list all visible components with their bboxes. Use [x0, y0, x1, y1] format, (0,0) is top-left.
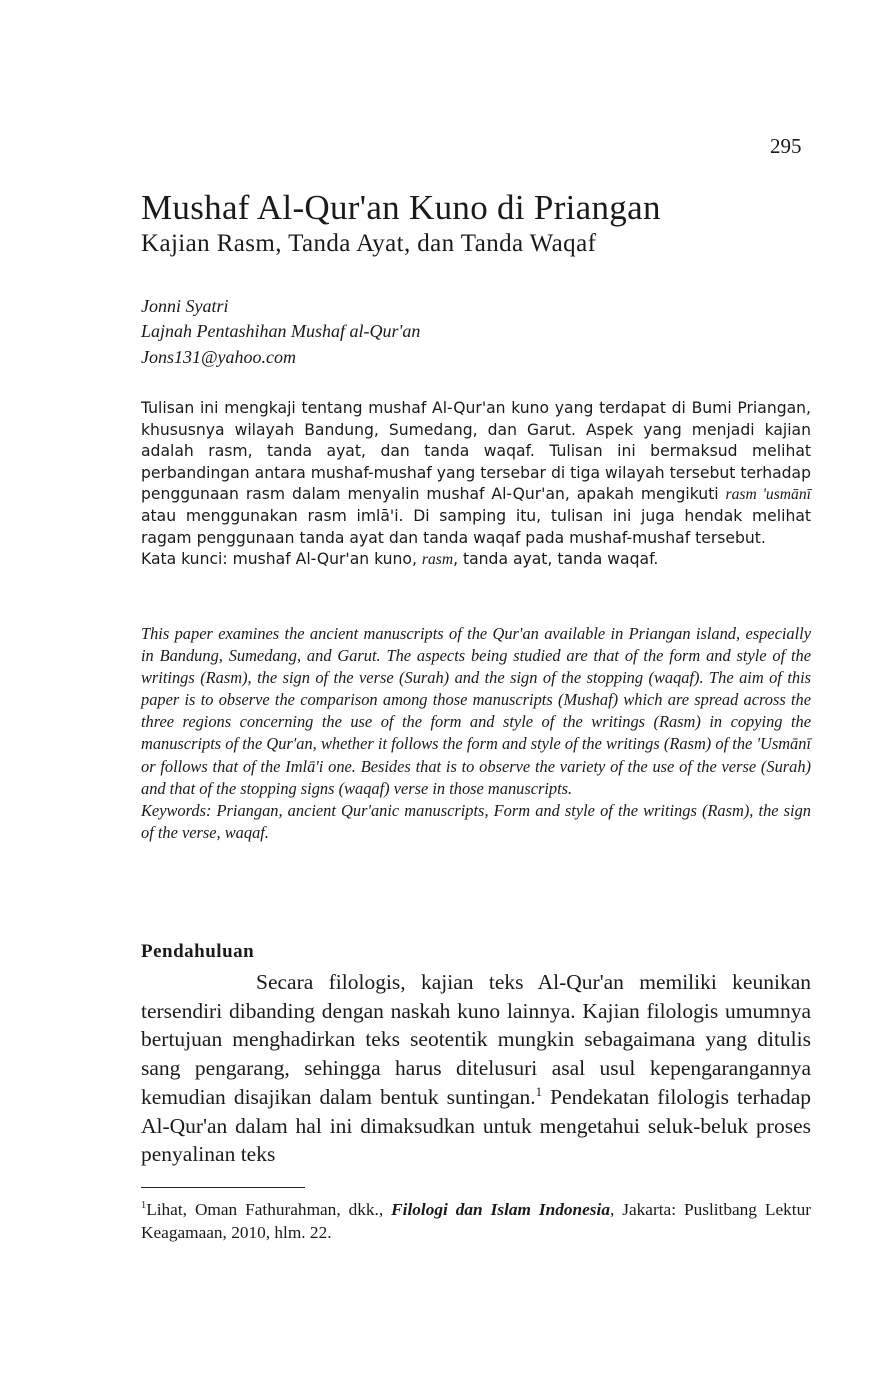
- article-title: Mushaf Al-Qur'an Kuno di Priangan: [141, 188, 661, 227]
- author-affiliation: Lajnah Pentashihan Mushaf al-Qur'an: [141, 321, 421, 341]
- body-paragraph: [141, 968, 811, 1169]
- author-email: Jons131@yahoo.com: [141, 347, 297, 367]
- footnote: [141, 1198, 811, 1244]
- keywords-indonesian-text-2: , tanda ayat, tanda waqaf.: [453, 550, 659, 569]
- footnote-marker: 1: [141, 1200, 147, 1212]
- abstract-english: [141, 623, 811, 844]
- footnote-book-title: Filologi dan Islam Indonesia: [391, 1200, 610, 1219]
- keywords-term-rasm: rasm: [421, 551, 454, 569]
- abstract-indonesian-text-1: Tulisan ini mengkaji tentang mushaf Al-Qur'an kuno yang terdapat di Bumi Priangan, khususnya wilayah Bandung, Sumedang, dan Garut. Aspek yang menjadi kajian adalah rasm, tanda ayat, dan tanda waqaf. Tulisan ini bermaksud melihat perbandingan antara mushaf-mushaf yang tersebar di tiga wilayah tersebut terhadap penggunaan rasm dalam menyalin mushaf Al-Qur'an, apakah mengikuti: [141, 399, 811, 504]
- keywords-indonesian: [141, 549, 811, 571]
- term-rasm-usmani: rasm 'usmānī: [725, 486, 811, 504]
- body-paragraph-text-1: Secara filologis, kajian teks Al-Qur'an memiliki keunikan tersendiri dibanding dengan naskah kuno lainnya. Kajian filologis umumnya bertujuan menghadirkan teks seotentik mungkin sebagaimana yang ditulis sang pengarang, sehingga harus ditelusuri asal usul kepengarangannya kemudian disajikan dalam bentuk suntingan.: [141, 970, 811, 1109]
- page-number: 295: [770, 134, 802, 158]
- abstract-indonesian-text-2: atau menggunakan rasm imlā'i. Di samping itu, tulisan ini juga hendak melihat ragam penggunaan tanda ayat dan tanda waqaf pada mushaf-mushaf tersebut.: [141, 506, 811, 547]
- footnote-reference[interactable]: 1: [535, 1084, 543, 1099]
- keywords-english: Keywords: Priangan, ancient Qur'anic manuscripts, Form and style of the writings (Rasm), the sign of the verse, waqaf.: [141, 800, 811, 842]
- abstract-english-body: This paper examines the ancient manuscripts of the Qur'an available in Priangan island, especially in Bandung, Sumedang, and Garut. The aspects being studied are that of the form and style of the writings (Rasm), the sign of the verse (Surah) and the sign of the stopping (waqaf). The aim of this paper is to observe the comparison among those manuscripts (Mushaf) which are spread across the three regions concerning the use of the form and style of the writings (Rasm) in copying the manuscripts of the Qur'an, whether it follows the form and style of the writings (Rasm) of the 'Usmānī or follows that of the Imlā'i one. Besides that is to observe the variety of the use of the verse (Surah) and that of the stopping signs (waqaf) verse in those manuscripts.: [141, 624, 811, 798]
- footnote-divider: [141, 1187, 305, 1188]
- author-name: Jonni Syatri: [141, 296, 229, 316]
- section-heading: Pendahuluan: [141, 941, 255, 962]
- footnote-text-1: Lihat, Oman Fathurahman, dkk.,: [146, 1200, 384, 1219]
- abstract-indonesian-body: [141, 398, 811, 549]
- keywords-indonesian-text-1: Kata kunci: mushaf Al-Qur'an kuno,: [141, 550, 417, 569]
- footnote-text-2: , Jakarta: Puslitbang Lektur Keagamaan, 2010, hlm. 22.: [141, 1200, 811, 1242]
- abstract-indonesian: [141, 398, 811, 571]
- article-subtitle: Kajian Rasm, Tanda Ayat, dan Tanda Waqaf: [141, 230, 597, 257]
- body-paragraph-text-2: Pendekatan filologis terhadap Al-Qur'an dalam hal ini dimaksudkan untuk mengetahui seluk-beluk proses penyalinan teks: [141, 1084, 811, 1167]
